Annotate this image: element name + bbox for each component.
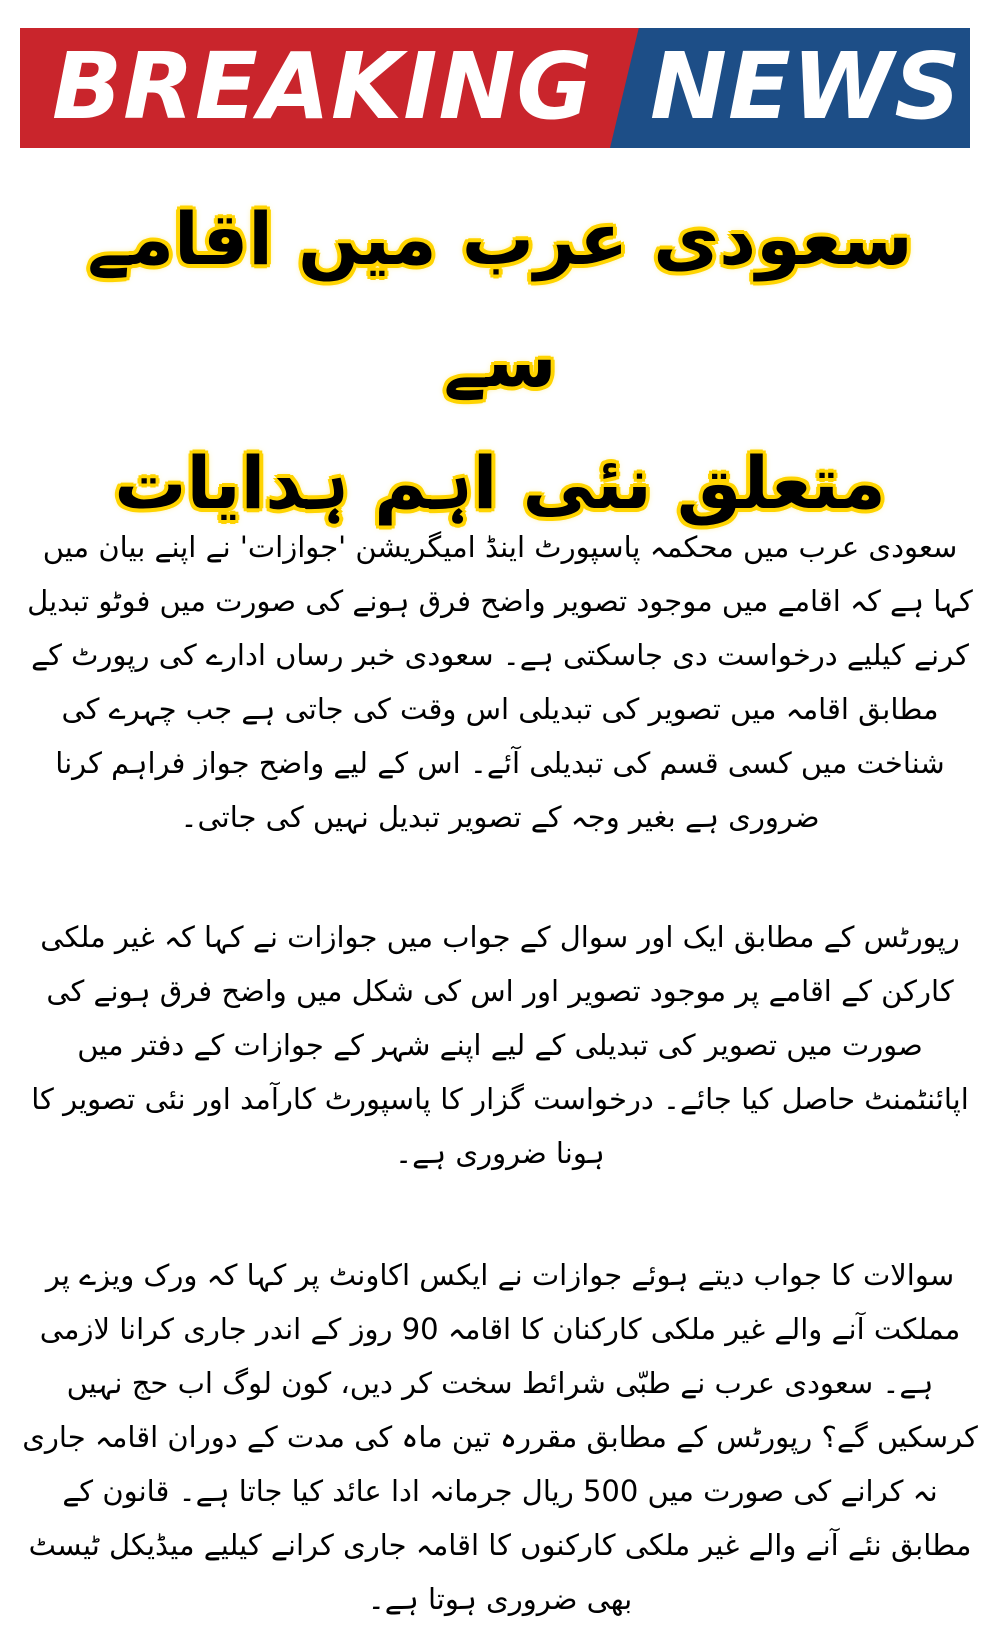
article-paragraph-1: سعودی عرب میں محکمہ پاسپورٹ اینڈ امیگریشن 'جوازات' نے اپنے بیان میں کہا ہے کہ اقامے میں موجود تصویر واضح فرق ہونے کی صورت میں فوٹو تبدیل کرنے کیلیے درخواست دی جاسکتی ہے۔ سعودی خبر رساں ادارے کی رپورٹ کے مطابق اقامہ میں تصویر کی تبدیلی اس وقت کی جاتی ہے جب چہرے کی شناخت میں کسی قسم کی تبدیلی آئے۔ اس کے لیے واضح جواز فراہم کرنا ضروری ہے بغیر وجہ کے تصویر تبدیل نہیں کی جاتی۔: [27, 530, 973, 834]
breaking-news-banner: [20, 28, 970, 148]
banner-breaking-word: BREAKING: [52, 33, 594, 140]
article-body: [22, 520, 978, 1626]
banner-news-word: NEWS: [650, 33, 962, 140]
headline: [40, 178, 960, 544]
headline-line-1: سعودی عرب میں اقامے سے: [87, 197, 913, 403]
article-paragraph-2: رپورٹس کے مطابق ایک اور سوال کے جواب میں جوازات نے کہا کہ غیر ملکی کارکن کے اقامے پر موجود تصویر اور اس کی شکل میں واضح فرق ہونے کی صورت میں تصویر کی تبدیلی کے لیے اپنے شہر کے جوازات کے دفتر میں اپائنٹمنٹ حاصل کیا جائے۔ درخواست گزار کا پاسپورٹ کارآمد اور نئی تصویر کا ہونا ضروری ہے۔: [31, 920, 969, 1170]
headline-line-2: متعلق نئی اہم ہدایات: [114, 441, 886, 525]
article-paragraph-3: سوالات کا جواب دیتے ہوئے جوازات نے ایکس اکاونٹ پر کہا کہ ورک ویزے پر مملکت آنے والے غیر ملکی کارکنان کا اقامہ 90 روز کے اندر جاری کرانا لازمی ہے۔ سعودی عرب نے طبّی شرائط سخت کر دیں، کون لوگ اب حج نہیں کرسکیں گے؟ رپورٹس کے مطابق مقررہ تین ماہ کی مدت کے دوران اقامہ جاری نہ کرانے کی صورت میں 500 ریال جرمانہ ادا عائد کیا جاتا ہے۔ قانون کے مطابق نئے آنے والے غیر ملکی کارکنوں کا اقامہ جاری کرانے کیلیے میڈیکل ٹیسٹ بھی ضروری ہوتا ہے۔: [22, 1258, 978, 1616]
